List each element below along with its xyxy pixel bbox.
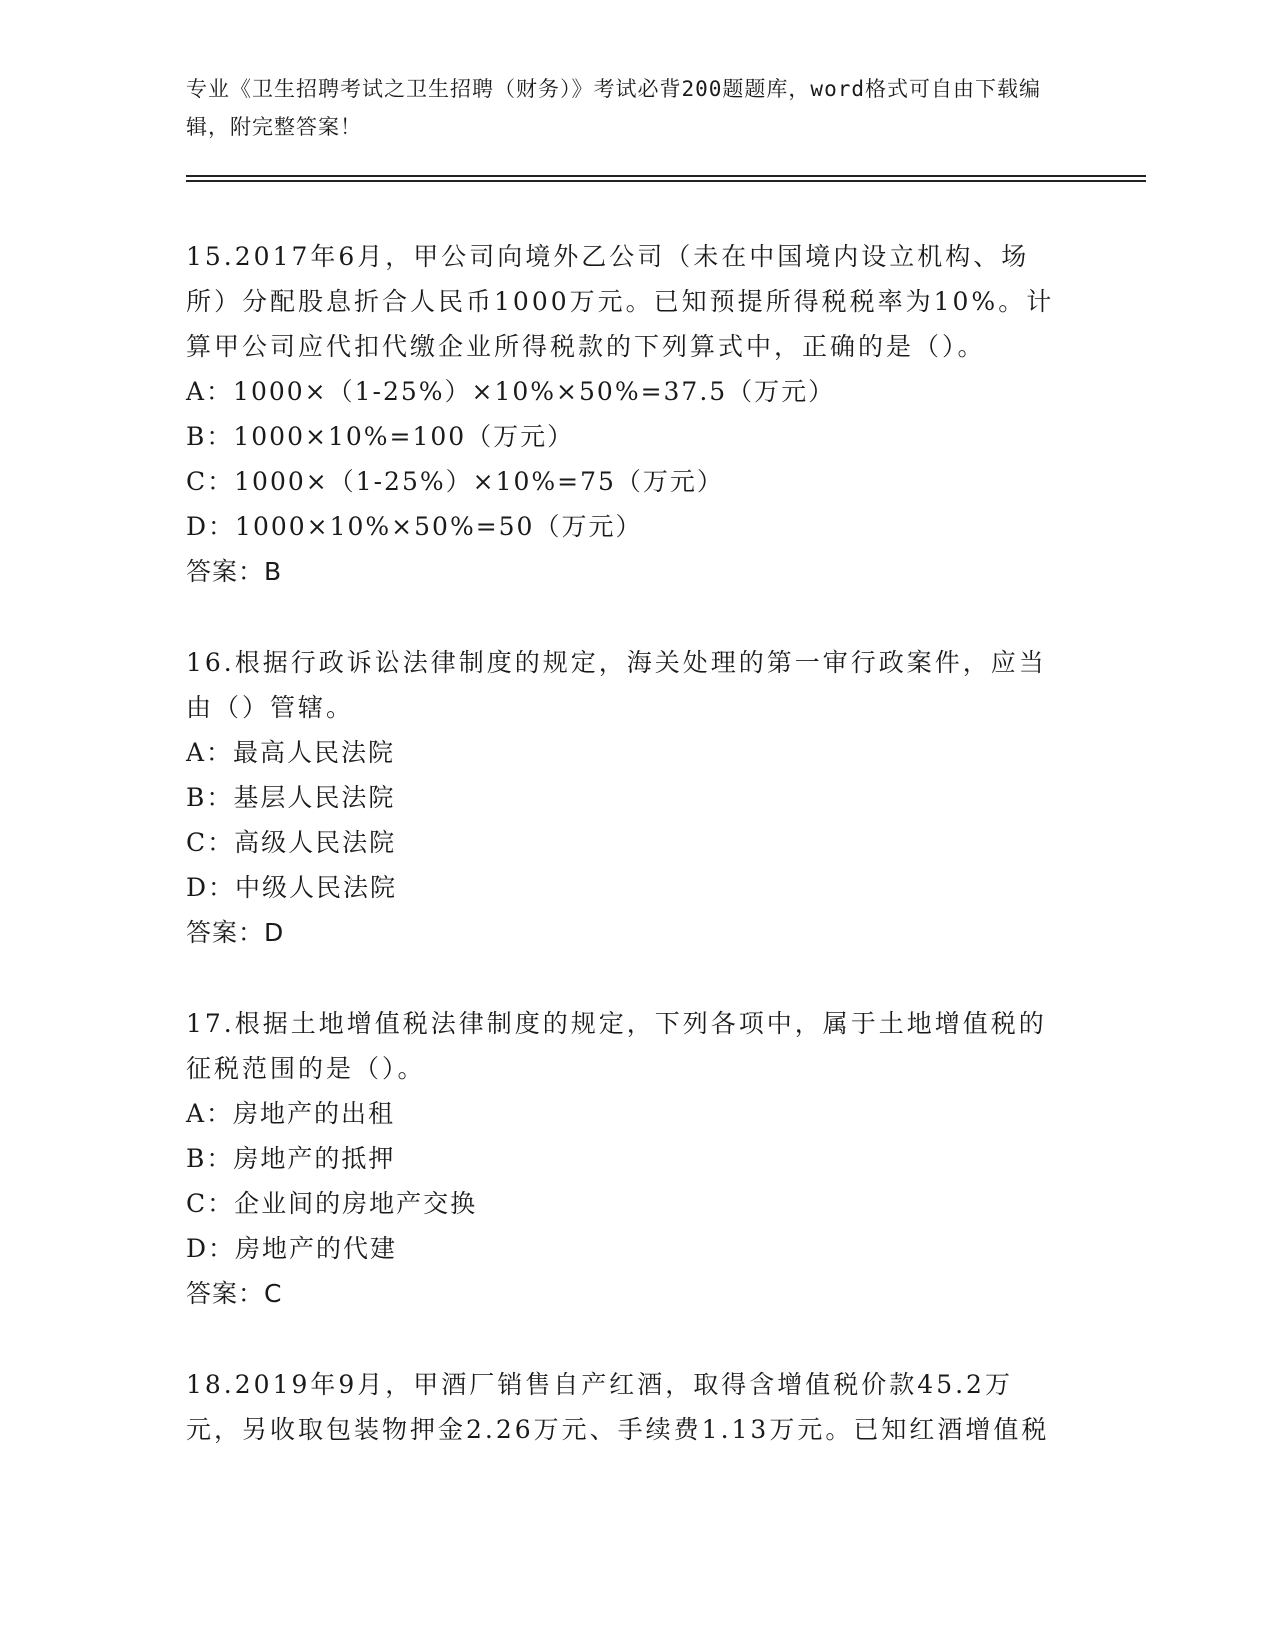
question-list	[186, 234, 1066, 1498]
header-divider-top	[186, 175, 1146, 177]
question-text: 17.根据土地增值税法律制度的规定，下列各项中，属于土地增值税的征税范围的是（）。	[186, 1009, 1047, 1083]
answer-line: 答案：B	[186, 557, 283, 586]
option-d: D：中级人民法院	[186, 873, 398, 902]
option-a: A：1000×（1-25%）×10%×50%=37.5（万元）	[186, 377, 836, 406]
option-d: D：1000×10%×50%=50（万元）	[186, 512, 643, 541]
option-a: A：房地产的出租	[186, 1099, 396, 1128]
option-d: D：房地产的代建	[186, 1234, 398, 1263]
question-16	[186, 640, 1066, 955]
option-b: B：基层人民法院	[186, 783, 396, 812]
question-text: 15.2017年6月，甲公司向境外乙公司（未在中国境内设立机构、场所）分配股息折合人民币1000万元。已知预提所得税税率为10%。计算甲公司应代扣代缴企业所得税款的下列算式中，正确的是（）。	[186, 242, 1055, 361]
option-c: C：1000×（1-25%）×10%=75（万元）	[186, 467, 724, 496]
question-17	[186, 1001, 1066, 1316]
option-b: B：房地产的抵押	[186, 1144, 396, 1173]
answer-line: 答案：C	[186, 1279, 283, 1308]
document-header: 专业《卫生招聘考试之卫生招聘（财务）》考试必背200题题库，word格式可自由下载编辑，附完整答案！	[186, 77, 1041, 139]
question-text: 16.根据行政诉讼法律制度的规定，海关处理的第一审行政案件，应当由（）管辖。	[186, 648, 1047, 722]
question-18	[186, 1362, 1066, 1452]
question-text: 18.2019年9月，甲酒厂销售自产红酒，取得含增值税价款45.2万元，另收取包装物押金2.26万元、手续费1.13万元。已知红酒增值税	[186, 1370, 1050, 1444]
header-divider-bottom	[186, 180, 1146, 182]
option-c: C：企业间的房地产交换	[186, 1189, 478, 1218]
answer-line: 答案：D	[186, 918, 285, 947]
option-b: B：1000×10%=100（万元）	[186, 422, 575, 451]
option-c: C：高级人民法院	[186, 828, 397, 857]
question-15	[186, 234, 1066, 594]
option-a: A：最高人民法院	[186, 738, 396, 767]
